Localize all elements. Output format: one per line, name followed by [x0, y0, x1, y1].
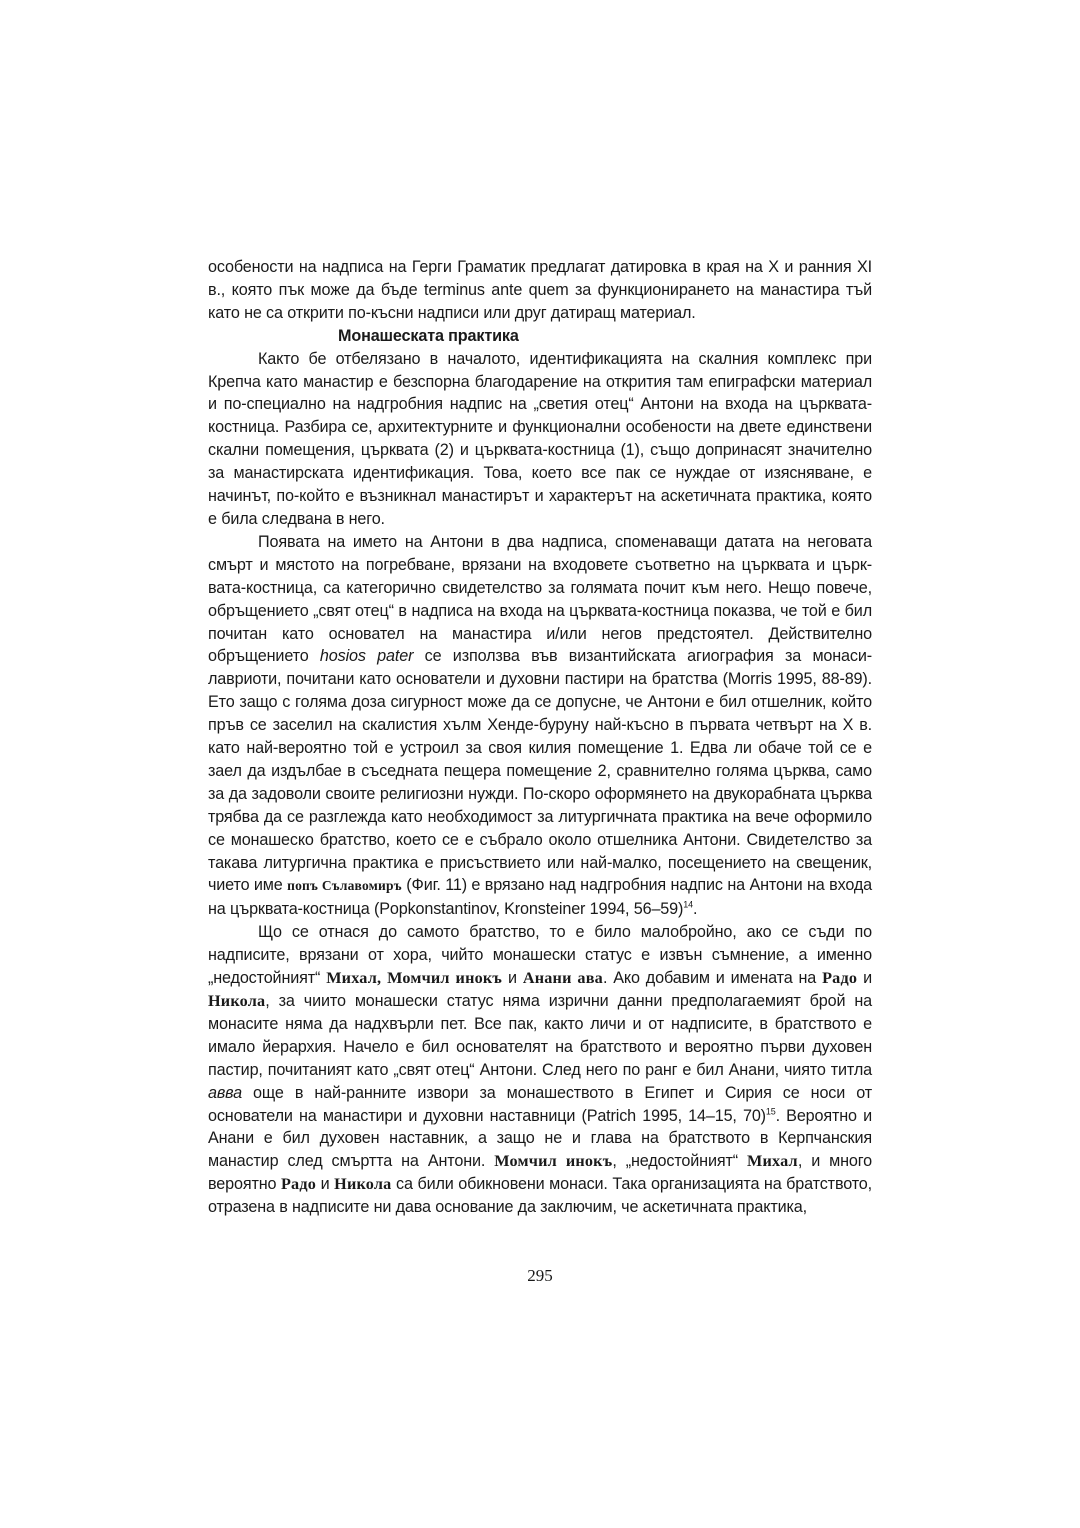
paragraph-3-text-a: Що се отнася до самото братство, то е било малобройно, ако се съди по надписите, врязани от хора, чийто монашески статус е извън съмнение, а именно „недостойният“: [208, 923, 872, 988]
paragraph-3-text-h: са били обикновени монаси. Така организацията на братството, отразена в надписите ни дава основание да заключим, че аскетичната практика,: [208, 1175, 872, 1217]
slavonic-name-rado: Радо: [822, 969, 858, 988]
paragraph-3-separator: и: [857, 969, 872, 988]
slavonic-name-mihal: Михал: [747, 1152, 798, 1171]
slavonic-separator: ,: [377, 969, 388, 988]
paragraph-3-separator: и: [502, 969, 523, 988]
footnote-marker-14: 14: [683, 899, 693, 910]
slavonic-name-nikola: Никола: [334, 1175, 392, 1194]
paragraph-3-separator: и: [316, 1175, 335, 1194]
paragraph-2-text-c: (Фиг. 11) е врязано над надгробния надпис на Антони на входа на църквата-костница (Popkonstantinov, Kronsteiner 1994, 56–59): [208, 876, 872, 919]
intro-paragraph: особености на надписа на Герги Граматик предлагат датировка в края на X и ранния XI в., която пък може да бъде terminus ante quem за функционирането на манастира тъй като не са открити по-късни надписи или друг датиращ материал.: [208, 258, 872, 322]
paragraph-3-text-e: . Вероятно и Анани е бил духовен наставник, а защо не и глава на братството в Керпчанския манастир след смъртта на Антони.: [208, 1106, 872, 1171]
paragraph-3-text-f: , „недостойният“: [612, 1152, 747, 1171]
paragraph-2-text-a: Появата на името на Антони в два надписа, споменаващи датата на неговата смърт и мястото на погребване, врязани на входовете съответно на църквата и църк- вата-костница, са категорично свидетелство за голямата почит към него. Нещо повече, обръщението „свят отец“ в надписа на входа на църквата-костница показва, че той е бил почитан като основател на манастира и/или негов предстоятел. Действително обръщението: [208, 532, 872, 666]
slavonic-name-momchil: Момчил инокъ: [494, 1152, 613, 1171]
paragraph-3-text-d: още в най-ранните извори за монашеството в Египет и Сирия се носи от основатели на манастири и духовни наставници (Patrich 1995, 14–15, 70): [208, 1083, 872, 1125]
slavonic-name-rado: Радо: [280, 1175, 317, 1194]
slavonic-name-pop-salavomir: попъ Сълавомиръ: [287, 878, 402, 894]
footnote-marker-15: 15: [765, 1106, 776, 1117]
page-number: 295: [527, 1266, 553, 1285]
paragraph-3: [208, 921, 872, 1219]
slavonic-name-mihal: Михал: [326, 969, 377, 988]
paragraph-2-text-d: .: [692, 900, 698, 919]
slavonic-name-momchil: Момчил инокъ: [387, 969, 503, 988]
paragraph-2: [208, 531, 872, 921]
paragraph-3-text-b: . Ако добавим и имената на: [602, 969, 823, 988]
term-avva: авва: [208, 1083, 242, 1102]
paragraph-3-text-c: , за чиито монашески статус няма изрични данни предполагаемият брой на монасите няма да надхвърли пет. Все пак, както личи и от надписите, в братството е имало йерархия. Начело е бил основателят на братството и вероятно първи духовен пастир, почитаният като „свят отец“ Антони. След него по ранг е бил Анани, чиято титла: [208, 992, 872, 1079]
term-hosios-pater: hosios pater: [319, 647, 414, 666]
paragraph-1: Както бе отбелязано в началото, идентификацията на скалния комплекс при Крепча като манастир е безспорна благодарение на открития там епиграфски материал и по-специално на надгробния надпис на „светия отец“ Антони на входа на църквата-костница. Разбира се, архитектурните и функционални особености на двете единствени скални помещения, църквата (2) и църквата-костница (1), също допринасят значително за манастирската идентификация. Това, което все пак се нуждае от изясняване, е начинът, по-който е възникнал манастирът и характерът на аскетичната практика, която е била следвана в него.: [208, 349, 872, 528]
section-heading: Монашеската практика: [338, 326, 519, 345]
slavonic-name-anani: Анани ава: [522, 969, 603, 988]
paragraph-2-text-b: се използва във византийската агиография за монаси- лавриоти, почитани като основатели и духовни пастири на братства (Morris 1995, 88-89). Ето защо с голяма доза сигурност може да се допусне, че Антони е бил отшелник, който пръв се заселил на скалистия хълм Хенде-буруну най-късно в първата четвърт на X в. като най-вероятно той е устроил за своя килия помещение 1. Едва ли обаче той се е заел да издълбае в съседната пещера помещение 2, сравнително голяма църква, само за да задоволи своите религиозни нужди. По-скоро оформянето на двукорабната църква трябва да се разглежда като необходимост за литургичната практика на вече оформило се монашеско братство, което се е събрало около отшелника Антони. Свидетелство за такава литургична практика е присъствието или най-малко, посещението на свещеник, чието име: [208, 647, 872, 895]
article-body: [208, 256, 872, 1219]
slavonic-name-nikola: Никола: [208, 992, 266, 1010]
paragraph-3-text-g: , и много вероятно: [208, 1152, 872, 1194]
